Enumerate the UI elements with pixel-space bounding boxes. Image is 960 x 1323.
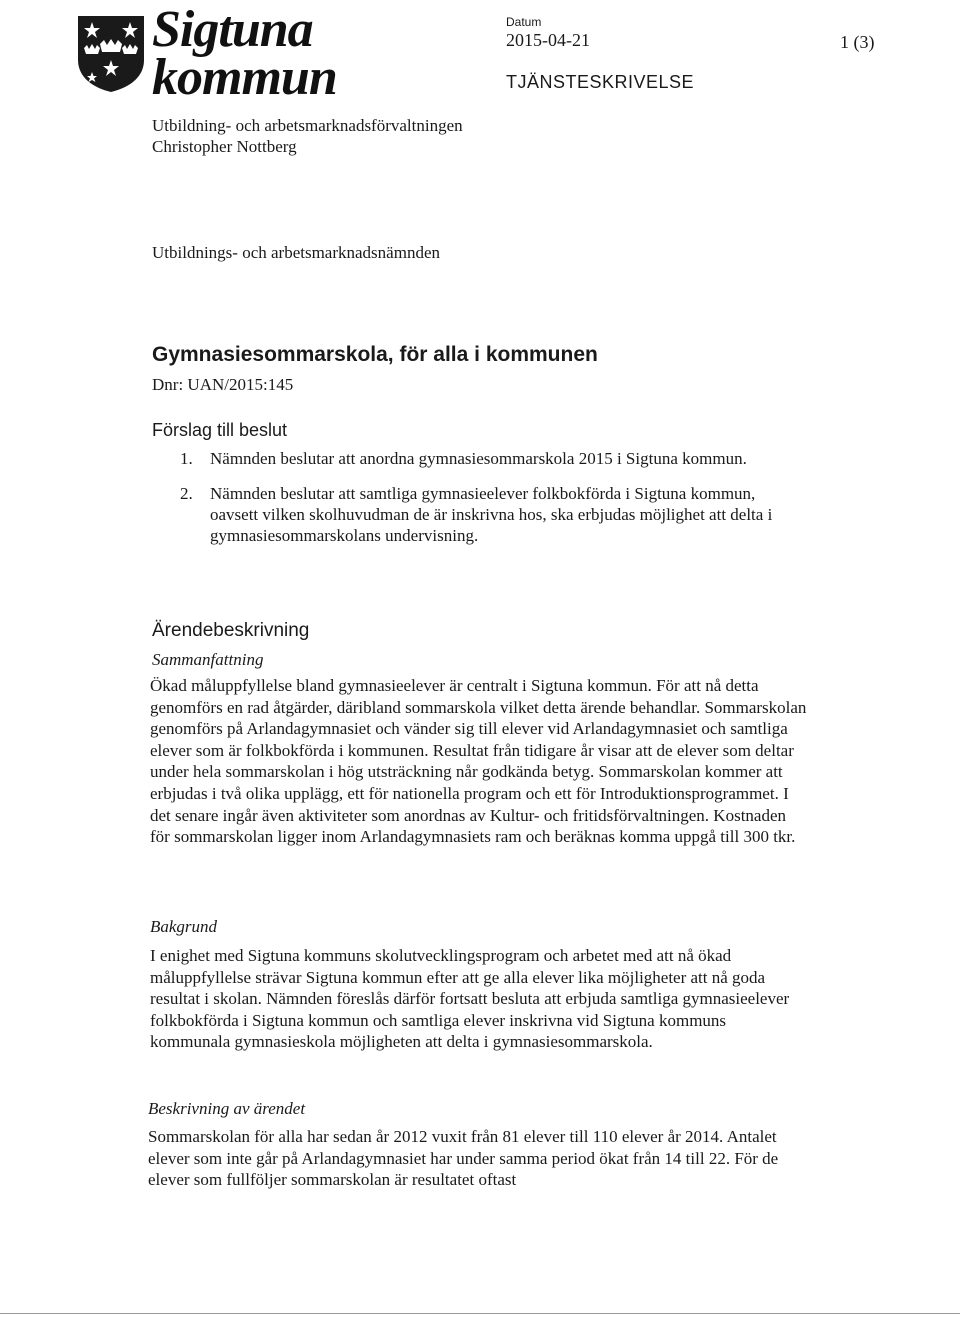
sender-author: Christopher Nottberg	[152, 137, 297, 156]
background-heading: Bakgrund	[150, 917, 218, 936]
description-paragraph: Sommarskolan för alla har sedan år 2012 vuxit från 81 elever till 110 elever år 2014. Antalet elever som inte går på Arlandagymnasiet har under samma period ökat från 14 till 22. För de elever som fullföljer sommarskolan är resultatet oftast	[148, 1127, 779, 1190]
proposal-item-number: 1.	[180, 449, 193, 468]
sender-department: Utbildning- och arbetsmarknadsförvaltningen	[152, 116, 463, 135]
date-value: 2015-04-21	[506, 30, 590, 50]
recipient: Utbildnings- och arbetsmarknadsnämnden	[152, 243, 440, 262]
background-paragraph: I enighet med Sigtuna kommuns skolutvecklingsprogram och arbetet med att nå ökad måluppfyllelse strävar Sigtuna kommun efter att ge alla elever lika möjligheter att nå goda resultat i skolan. Nämnden föreslås därför fortsatt besluta att erbjuda samtliga gymnasieelever folkbokförda i Sigtuna kommun och samtliga elever inskrivna vid Sigtuna kommuns kommunala gymnasieskola möjligheten att delta i gymnasiesommarskola.	[150, 946, 790, 1052]
proposal-item	[180, 448, 800, 469]
proposal-item-number: 2.	[180, 484, 193, 503]
registration-number: Dnr: UAN/2015:145	[152, 375, 294, 394]
footer-divider	[0, 1313, 960, 1314]
proposal-item-text: Nämnden beslutar att samtliga gymnasieelever folkbokförda i Sigtuna kommun, oavsett vilken skolhuvudman de är inskrivna hos, ska erbjudas möjlighet att delta i gymnasiesommarskolans undervisning.	[210, 484, 773, 545]
proposal-heading: Förslag till beslut	[152, 420, 288, 440]
page-number: 1 (3)	[840, 32, 875, 52]
proposal-list	[180, 448, 800, 560]
summary-heading: Sammanfattning	[152, 650, 264, 669]
document-title: Gymnasiesommarskola, för alla i kommunen	[152, 343, 598, 366]
document-type: TJÄNSTESKRIVELSE	[506, 72, 695, 92]
municipality-crest-icon	[76, 14, 146, 94]
logo-line-kommun: kommun	[152, 48, 337, 106]
description-heading: Beskrivning av ärendet	[148, 1099, 306, 1118]
proposal-item	[180, 483, 800, 546]
proposal-item-text: Nämnden beslutar att anordna gymnasiesommarskola 2015 i Sigtuna kommun.	[210, 449, 747, 468]
summary-paragraph: Ökad måluppfyllelse bland gymnasieelever är centralt i Sigtuna kommun. För att nå detta genomförs en rad åtgärder, däribland sommarskola vilket detta ärende behandlar. Sommarskolan genomförs på Arlandagymnasiet och vänder sig till elever vid Arlandagymnasiet och samtliga elever som är folkbokförda i kommunen. Resultat från tidigare år visar att de elever som deltar under hela sommarskolan i hög utsträckning når godkända betyg. Sommarskolan kommer att erbjudas i två olika upplägg, ett för nationella program och ett för Introduktionsprogrammet. I det senare ingår även aktiviteter som anordnas av Kultur- och fritidsförvaltningen. Kostnaden för sommarskolan ligger inom Arlandagymnasiets ram och beräknas komma uppgå till 300 tkr.	[150, 676, 807, 847]
logo-line-sigtuna: Sigtuna	[152, 1, 313, 58]
municipality-logo-text	[152, 1, 337, 106]
date-label: Datum	[506, 15, 542, 29]
case-description-heading: Ärendebeskrivning	[152, 620, 310, 641]
